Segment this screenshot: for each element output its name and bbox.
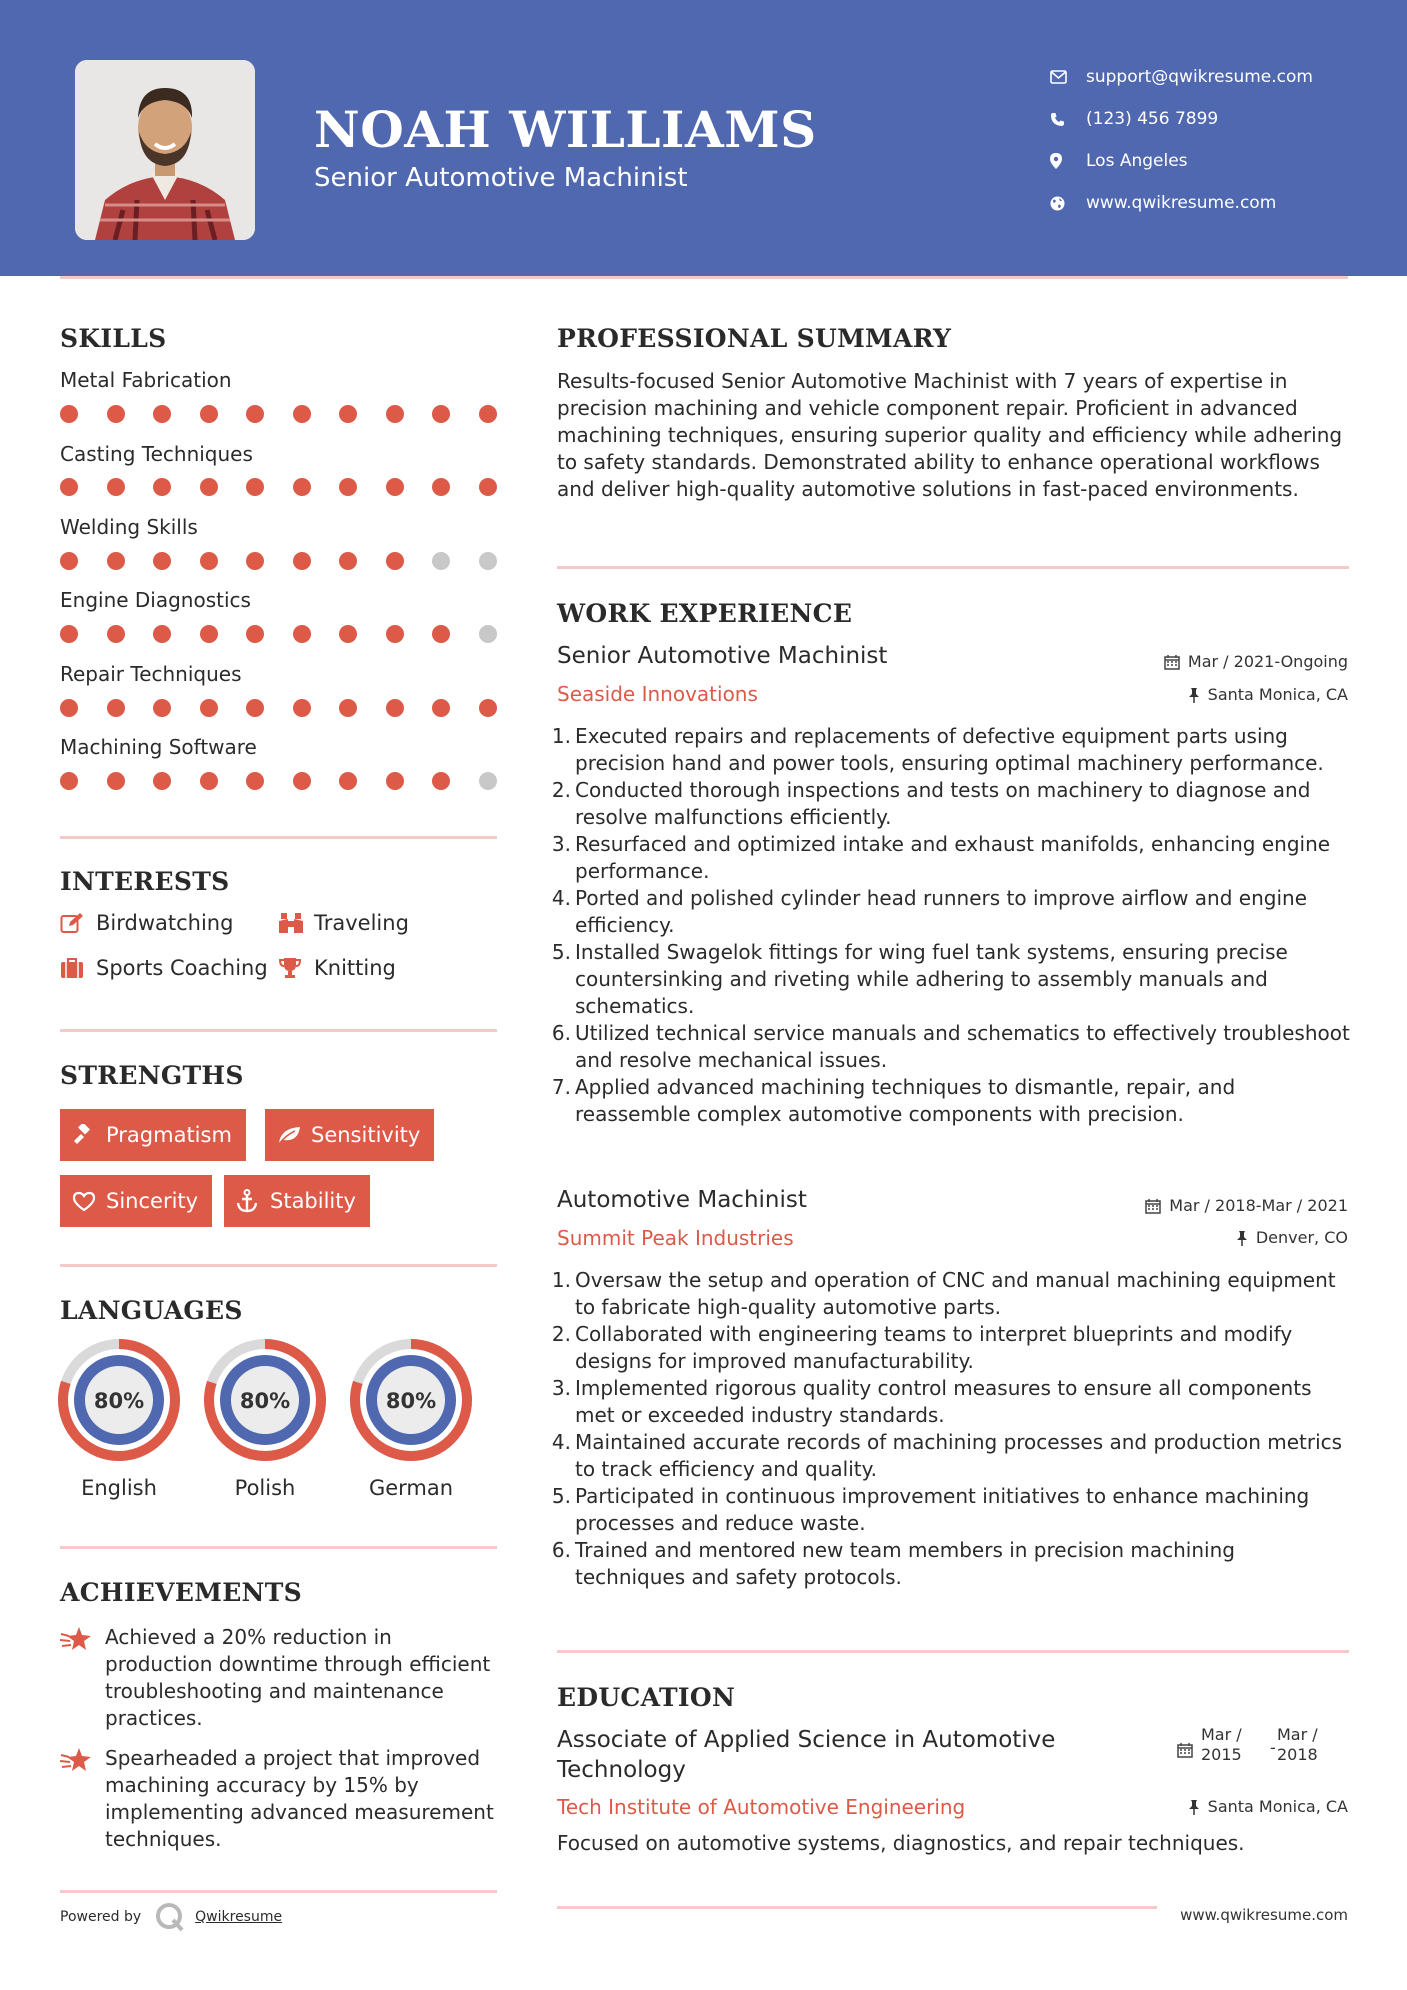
interest-label: Knitting xyxy=(314,956,396,980)
skill-dot-filled xyxy=(386,405,404,423)
language-percent: 80% xyxy=(93,1389,145,1413)
skill-label: Casting Techniques xyxy=(60,442,253,466)
job-date-text: Mar / 2021-Ongoing xyxy=(1187,652,1348,671)
contact-email-text: support@qwikresume.com xyxy=(1086,67,1313,87)
degree-title: Associate of Applied Science in Automotive xyxy=(557,1727,1056,1753)
skills-heading: SKILLS xyxy=(60,324,167,353)
skill-label: Engine Diagnostics xyxy=(60,588,251,612)
languages-heading: LANGUAGES xyxy=(60,1296,243,1325)
calendar-icon xyxy=(1177,1742,1193,1762)
skill-rating xyxy=(60,405,500,425)
skill-dot-filled xyxy=(60,478,78,496)
contact-phone[interactable] xyxy=(1050,98,1313,140)
skill-dot-filled xyxy=(339,699,357,717)
strength-label: Sincerity xyxy=(106,1189,199,1213)
edu-date-start-year: 2015 xyxy=(1201,1745,1242,1764)
bullet-text: Participated in continuous improvement initiatives to enhance machining processes and reduce waste. xyxy=(575,1484,1310,1535)
skill-dot-filled xyxy=(339,772,357,790)
section-divider xyxy=(60,1890,497,1893)
skill-dot-filled xyxy=(200,625,218,643)
skill-dot-filled xyxy=(246,625,264,643)
skill-dot-filled xyxy=(293,552,311,570)
edu-date-separator: - xyxy=(1270,1738,1276,1757)
skill-dot-filled xyxy=(153,625,171,643)
list-item: 4. Maintained accurate records of machining processes and production metrics to track efficiency and quality. xyxy=(551,1429,1351,1483)
gavel-icon xyxy=(72,1124,106,1146)
contact-website-text: www.qwikresume.com xyxy=(1086,193,1277,213)
bullet-text: Executed repairs and replacements of defective equipment parts using precision hand and power tools, ensuring optimal machinery performance. xyxy=(575,724,1324,775)
interest-label: Birdwatching xyxy=(96,911,234,935)
skill-dot-filled xyxy=(339,478,357,496)
pushpin-icon xyxy=(1236,1230,1248,1246)
company-name: Summit Peak Industries xyxy=(557,1226,794,1250)
shooting-star-icon xyxy=(60,1626,94,1656)
phone-icon xyxy=(1050,112,1086,127)
list-item: 6. Trained and mentored new team members in precision machining techniques and safety protocols. xyxy=(551,1537,1351,1591)
language-item xyxy=(57,1338,181,1500)
skill-dot-filled xyxy=(153,405,171,423)
pushpin-icon xyxy=(1188,1799,1200,1815)
skill-dot-filled xyxy=(293,405,311,423)
skill-dot-filled xyxy=(479,699,497,717)
skill-dot-filled xyxy=(60,699,78,717)
contact-email[interactable] xyxy=(1050,56,1313,98)
job-title: Automotive Machinist xyxy=(557,1187,807,1213)
globe-icon xyxy=(1050,196,1086,211)
bullet-text: Installed Swagelok fittings for wing fuel tank systems, ensuring precise countersinking and riveting while adhering to assembly manuals and schematics. xyxy=(575,940,1288,1018)
skill-dot-filled xyxy=(386,772,404,790)
powered-by xyxy=(60,1902,282,1932)
interest-item xyxy=(278,911,409,935)
heart-icon xyxy=(72,1191,106,1212)
list-item: 1. Oversaw the setup and operation of CNC and manual machining equipment to fabricate high-quality automotive parts. xyxy=(551,1267,1351,1321)
bullet-text: Applied advanced machining techniques to dismantle, repair, and reassemble complex automotive components with precision. xyxy=(575,1075,1236,1126)
skill-dot-filled xyxy=(60,405,78,423)
bullet-text: Implemented rigorous quality control measures to ensure all components met or exceeded industry standards. xyxy=(575,1376,1312,1427)
skill-rating xyxy=(60,552,500,572)
skill-rating xyxy=(60,625,500,645)
skill-dot-empty xyxy=(479,625,497,643)
contact-location-text: Los Angeles xyxy=(1086,151,1188,171)
skill-dot-filled xyxy=(153,772,171,790)
section-divider xyxy=(60,1029,497,1032)
job-date-text: Mar / 2018-Mar / 2021 xyxy=(1169,1196,1348,1215)
bullet-text: Conducted thorough inspections and tests on machinery to diagnose and resolve malfunctions efficiently. xyxy=(575,778,1311,829)
language-item xyxy=(203,1338,327,1500)
list-item: 7. Applied advanced machining techniques to dismantle, repair, and reassemble complex automotive components with precision. xyxy=(551,1074,1351,1128)
skill-label: Metal Fabrication xyxy=(60,368,232,392)
interest-item xyxy=(60,956,268,980)
map-pin-icon xyxy=(1050,153,1086,169)
powered-by-label: Powered by xyxy=(60,1909,142,1925)
skill-dot-filled xyxy=(293,772,311,790)
skill-dot-filled xyxy=(107,699,125,717)
skill-dot-filled xyxy=(200,772,218,790)
skill-dot-filled xyxy=(246,699,264,717)
section-divider xyxy=(60,1264,497,1267)
skill-dot-filled xyxy=(107,478,125,496)
skill-dot-filled xyxy=(246,772,264,790)
strength-label: Stability xyxy=(270,1189,356,1213)
experience-heading: WORK EXPERIENCE xyxy=(557,599,853,628)
contact-list xyxy=(1050,56,1313,224)
bullet-text: Collaborated with engineering teams to interpret blueprints and modify designs for improved manufacturability. xyxy=(575,1322,1293,1373)
edu-date-end-year: 2018 xyxy=(1277,1745,1318,1764)
edu-date-end-month: Mar / xyxy=(1277,1725,1318,1744)
skill-label: Repair Techniques xyxy=(60,662,242,686)
contact-website[interactable] xyxy=(1050,182,1313,224)
list-item: 4. Ported and polished cylinder head runners to improve airflow and engine efficiency. xyxy=(551,885,1351,939)
pushpin-icon xyxy=(1188,687,1200,703)
strength-badge xyxy=(60,1175,212,1227)
skill-dot-filled xyxy=(60,625,78,643)
edu-date-start xyxy=(1201,1725,1242,1765)
contact-location xyxy=(1050,140,1313,182)
skill-dot-filled xyxy=(386,625,404,643)
skill-dot-filled xyxy=(107,405,125,423)
profile-photo xyxy=(75,60,255,240)
job-location-text: Santa Monica, CA xyxy=(1207,685,1348,704)
leaf-icon xyxy=(277,1125,311,1145)
bullet-text: Trained and mentored new team members in precision machining techniques and safety protocols. xyxy=(575,1538,1235,1589)
education-heading: EDUCATION xyxy=(557,1683,736,1712)
trophy-icon xyxy=(278,957,314,979)
skill-dot-filled xyxy=(432,699,450,717)
achievements-heading: ACHIEVEMENTS xyxy=(60,1578,302,1607)
skill-dot-filled xyxy=(200,405,218,423)
summary-heading: PROFESSIONAL SUMMARY xyxy=(557,324,952,353)
skill-dot-empty xyxy=(479,772,497,790)
list-item: 5. Participated in continuous improvement initiatives to enhance machining processes and reduce waste. xyxy=(551,1483,1351,1537)
job-location xyxy=(1188,685,1348,704)
skill-dot-filled xyxy=(293,625,311,643)
job-title: Senior Automotive Machinist xyxy=(557,643,888,669)
skill-dot-filled xyxy=(432,772,450,790)
skill-rating xyxy=(60,699,500,719)
language-ring xyxy=(203,1338,327,1462)
interest-label: Traveling xyxy=(314,911,409,935)
skill-dot-filled xyxy=(339,625,357,643)
skill-dot-filled xyxy=(60,552,78,570)
bullet-text: Oversaw the setup and operation of CNC and manual machining equipment to fabricate high-quality automotive parts. xyxy=(575,1268,1336,1319)
list-item: 3. Resurfaced and optimized intake and exhaust manifolds, enhancing engine performance. xyxy=(551,831,1351,885)
skill-dot-filled xyxy=(386,699,404,717)
edu-date-start-month: Mar / xyxy=(1201,1725,1242,1744)
skill-dot-filled xyxy=(200,478,218,496)
header-banner xyxy=(0,0,1407,276)
list-item: 3. Implemented rigorous quality control measures to ensure all components met or exceeded industry standards. xyxy=(551,1375,1351,1429)
edu-location xyxy=(1188,1797,1348,1816)
job-location-text: Denver, CO xyxy=(1255,1228,1348,1247)
job-date xyxy=(1145,1196,1348,1215)
briefcase-icon xyxy=(60,957,96,979)
company-name: Seaside Innovations xyxy=(557,682,758,706)
skill-dot-filled xyxy=(246,405,264,423)
achievement-item xyxy=(60,1745,500,1853)
skill-dot-filled xyxy=(339,552,357,570)
job-bullets xyxy=(551,723,1351,1128)
skill-label: Welding Skills xyxy=(60,515,198,539)
header-divider xyxy=(60,276,1348,279)
bullet-text: Utilized technical service manuals and schematics to effectively troubleshoot and resolve mechanical issues. xyxy=(575,1021,1350,1072)
edu-description: Focused on automotive systems, diagnostics, and repair techniques. xyxy=(557,1831,1245,1855)
language-ring xyxy=(349,1338,473,1462)
achievement-text: Spearheaded a project that improved machining accuracy by 15% by implementing advanced measurement techniques. xyxy=(105,1746,494,1851)
bullet-text: Ported and polished cylinder head runners to improve airflow and engine efficiency. xyxy=(575,886,1308,937)
list-item: 6. Utilized technical service manuals and schematics to effectively troubleshoot and resolve mechanical issues. xyxy=(551,1021,1350,1072)
skill-dot-filled xyxy=(246,478,264,496)
section-divider xyxy=(557,1906,1157,1909)
skill-dot-filled xyxy=(339,405,357,423)
skill-dot-filled xyxy=(432,405,450,423)
strength-label: Sensitivity xyxy=(311,1123,421,1147)
skill-dot-filled xyxy=(293,478,311,496)
interest-label: Sports Coaching xyxy=(96,956,268,980)
skill-label: Machining Software xyxy=(60,735,257,759)
strength-badge xyxy=(224,1175,370,1227)
skill-dot-filled xyxy=(107,772,125,790)
degree-title-continued: Technology xyxy=(557,1757,686,1783)
skill-dot-filled xyxy=(386,552,404,570)
skill-rating xyxy=(60,478,500,498)
skill-dot-filled xyxy=(432,625,450,643)
list-item: 1. Executed repairs and replacements of defective equipment parts using precision hand and power tools, ensuring optimal machinery performance. xyxy=(551,723,1351,777)
section-divider xyxy=(60,1546,497,1549)
binoculars-icon xyxy=(278,912,314,934)
school-name: Tech Institute of Automotive Engineering xyxy=(557,1795,966,1819)
skill-dot-filled xyxy=(479,405,497,423)
skill-dot-empty xyxy=(432,552,450,570)
calendar-icon xyxy=(1164,654,1180,670)
skill-rating xyxy=(60,772,500,792)
interest-item xyxy=(278,956,396,980)
bullet-text: Resurfaced and optimized intake and exhaust manifolds, enhancing engine performance. xyxy=(575,832,1331,883)
contact-phone-text: (123) 456 7899 xyxy=(1086,109,1219,129)
language-percent: 80% xyxy=(239,1389,291,1413)
skill-dot-filled xyxy=(153,699,171,717)
envelope-icon xyxy=(1050,70,1086,84)
list-item: 2. Conducted thorough inspections and tests on machinery to diagnose and resolve malfunctions efficiently. xyxy=(551,777,1351,831)
interest-item xyxy=(60,911,233,935)
skill-dot-filled xyxy=(200,552,218,570)
language-label: Polish xyxy=(234,1476,296,1500)
skill-dot-filled xyxy=(246,552,264,570)
achievement-item xyxy=(60,1624,500,1732)
edu-location-text: Santa Monica, CA xyxy=(1207,1797,1348,1816)
list-item: 2. Collaborated with engineering teams to interpret blueprints and modify designs for improved manufacturability. xyxy=(551,1321,1351,1375)
candidate-name: NOAH WILLIAMS xyxy=(314,100,817,159)
calendar-icon xyxy=(1145,1198,1161,1214)
qwikresume-link[interactable]: Qwikresume xyxy=(195,1909,283,1925)
job-bullets xyxy=(551,1267,1351,1591)
section-divider xyxy=(60,836,497,839)
skill-dot-filled xyxy=(153,552,171,570)
pencil-square-icon xyxy=(60,912,96,934)
candidate-title: Senior Automotive Machinist xyxy=(314,163,688,193)
skill-dot-empty xyxy=(479,552,497,570)
section-divider xyxy=(557,1650,1349,1653)
strengths-heading: STRENGTHS xyxy=(60,1061,244,1090)
job-date xyxy=(1164,652,1348,671)
bullet-text: Maintained accurate records of machining processes and production metrics to track efficiency and quality. xyxy=(575,1430,1343,1481)
skill-dot-filled xyxy=(479,478,497,496)
achievement-text: Achieved a 20% reduction in production downtime through efficient troubleshooting and maintenance practices. xyxy=(105,1625,491,1730)
skill-dot-filled xyxy=(153,478,171,496)
list-item: 5. Installed Swagelok fittings for wing fuel tank systems, ensuring precise countersinking and riveting while adhering to assembly manuals and schematics. xyxy=(551,939,1351,1020)
qwikresume-logo-icon xyxy=(155,1902,185,1932)
language-label: English xyxy=(81,1476,157,1500)
job-location xyxy=(1236,1228,1348,1247)
skill-dot-filled xyxy=(60,772,78,790)
language-ring xyxy=(57,1338,181,1462)
skill-dot-filled xyxy=(386,478,404,496)
interests-heading: INTERESTS xyxy=(60,867,230,896)
footer-url[interactable]: www.qwikresume.com xyxy=(1180,1906,1348,1924)
strength-label: Pragmatism xyxy=(106,1123,232,1147)
language-item xyxy=(349,1338,473,1500)
skill-dot-filled xyxy=(293,699,311,717)
skill-dot-filled xyxy=(432,478,450,496)
strength-badge xyxy=(60,1109,246,1161)
section-divider xyxy=(557,566,1349,569)
skill-dot-filled xyxy=(200,699,218,717)
shooting-star-icon xyxy=(60,1747,94,1777)
anchor-icon xyxy=(236,1189,270,1213)
language-label: German xyxy=(368,1476,454,1500)
summary-text: Results-focused Senior Automotive Machinist with 7 years of expertise in precision machining and vehicle component repair. Proficient in advanced machining techniques, ensuring superior quality and efficiency while adhering to safety standards. Demonstrated ability to enhance operational workflows and deliver high-quality automotive solutions in fast-paced environments. xyxy=(557,369,1343,501)
skill-dot-filled xyxy=(107,625,125,643)
edu-date-end xyxy=(1277,1725,1318,1765)
skill-dot-filled xyxy=(107,552,125,570)
language-percent: 80% xyxy=(385,1389,437,1413)
strength-badge xyxy=(265,1109,434,1161)
